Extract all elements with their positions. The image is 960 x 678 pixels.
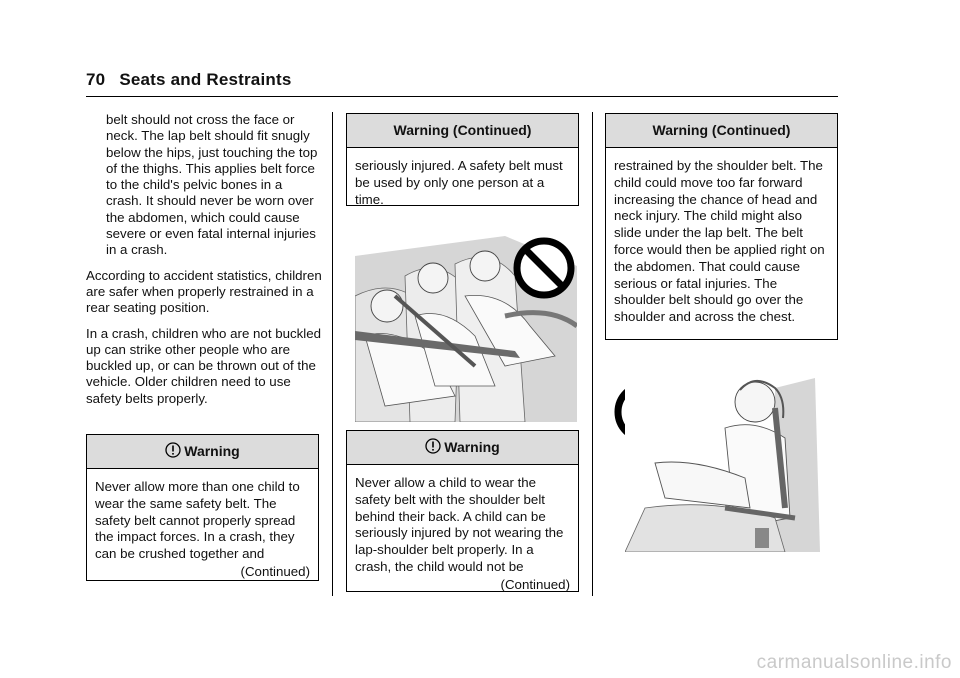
warning-continued-box xyxy=(346,113,579,206)
header-rule xyxy=(86,96,838,97)
warning-text: seriously injured. A safety belt must be used by only one person at a time. xyxy=(355,158,563,207)
warning-title: Warning xyxy=(184,443,240,459)
warning-continued-box xyxy=(605,113,838,340)
page-header xyxy=(86,70,292,90)
column-divider xyxy=(592,112,593,596)
illustration-belt-behind-back xyxy=(625,368,820,552)
warning-box xyxy=(86,434,319,581)
column-1 xyxy=(86,112,322,416)
continued-paragraph: belt should not cross the face or neck. The lap belt should fit snugly below the hips, just touching the top of the thighs. This applies belt force to the child's pelvic bones in a crash. It should never be worn over the abdomen, which could cause severe or even fatal internal injuries in a crash. xyxy=(106,112,318,258)
warning-header xyxy=(87,435,318,469)
column-divider xyxy=(332,112,333,596)
warning-box xyxy=(346,430,579,592)
warning-text: restrained by the shoulder belt. The child could move too far forward increasing the chance of head and neck injury. The child might also slide under the lap belt. The belt force would then be applied right on the abdomen. That could cause serious or fatal injuries. The shoulder belt should go over the shoulder and across the chest. xyxy=(614,158,825,325)
paragraph: In a crash, children who are not buckled up can strike other people who are buckled up, or can be thrown out of the vehicle. Older children need to use safety belts properly. xyxy=(86,325,322,406)
prohibition-icon xyxy=(512,236,576,300)
section-title: Seats and Restraints xyxy=(119,70,292,89)
watermark: carmanualsonline.info xyxy=(756,652,952,673)
page-number: 70 xyxy=(86,70,106,89)
continued-label: (Continued) xyxy=(500,576,570,592)
warning-icon xyxy=(425,433,441,466)
warning-continued-header: Warning (Continued) xyxy=(606,114,837,148)
warning-header xyxy=(347,431,578,465)
paragraph: According to accident statistics, children are safer when properly restrained in a rear seating position. xyxy=(86,267,322,316)
warning-icon xyxy=(165,437,181,470)
warning-continued-header: Warning (Continued) xyxy=(347,114,578,148)
warning-text: Never allow a child to wear the safety belt with the shoulder belt behind their back. A child can be seriously injured by not wearing the lap-shoulder belt properly. In a crash, the child would not be xyxy=(355,475,564,574)
warning-text: Never allow more than one child to wear the same safety belt. The safety belt cannot properly spread the impact forces. In a crash, they can be crushed together and xyxy=(95,479,300,562)
warning-title: Warning xyxy=(444,439,500,455)
continued-label: (Continued) xyxy=(240,563,310,579)
